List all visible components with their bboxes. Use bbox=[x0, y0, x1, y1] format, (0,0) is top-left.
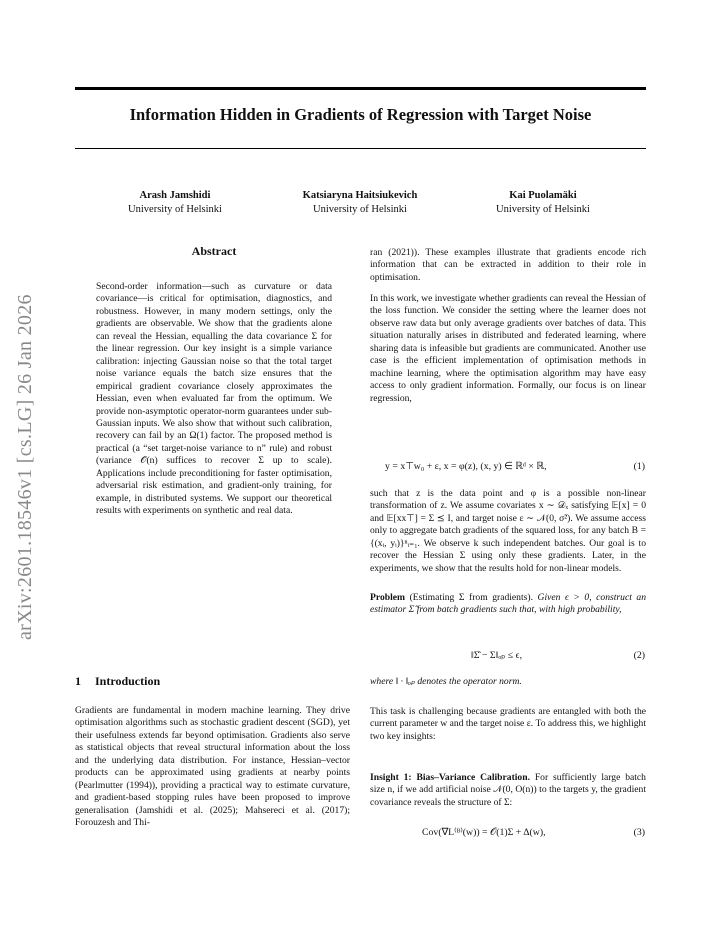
section-number: 1 bbox=[75, 674, 81, 688]
title-bottom-rule bbox=[75, 148, 646, 149]
paragraph: ran (2021)). These examples illustrate that gradients encode rich information that can be extracted in addition to their role in optimisation. bbox=[370, 247, 646, 283]
insight-1 bbox=[370, 772, 646, 809]
right-para-4 bbox=[370, 706, 646, 743]
problem-label: Problem bbox=[370, 592, 405, 603]
author-affiliation: University of Helsinki bbox=[313, 204, 407, 215]
equation-3-number: (3) bbox=[633, 827, 645, 838]
problem-statement bbox=[370, 592, 646, 617]
paragraph: In this work, we investigate whether gradients can reveal the Hessian of the loss function. We consider the setting where the learner does not observe raw data but only average gradients over batches of data. This situation naturally arises in distributed and federated learning, where sharing data is infeasible but gradients are communicated. Another use case is the efficient implementation of optimisation methods in machine learning, where the optimisation algorithm may have easy access to only gradient information. Formally, our focus is on linear regression, bbox=[370, 293, 646, 404]
intro-text: Gradients are fundamental in modern machine learning. They drive optimisation algorithms such as stochastic gradient descent (SGD), yet their usefulness extends far beyond optimisation. Gradients also serve as statistical objects that reveal structural information about the loss and the underlying data distribution. For instance, Hessian–vector products can be approximated using gradients at nearby points (Pearlmutter (1994)), providing a practical way to estimate curvature, and gradient-based stopping rules have been proposed to improve generalisation (Jamshidi et al. (2025); Mahsereci et al. (2017); Forouzesh and Thi- bbox=[75, 705, 350, 829]
equation-3: Cov(∇L⁽ᴮ⁾(w)) = 𝒪(1)Σ + Δ(w), bbox=[422, 827, 546, 838]
problem-paren: (Estimating Σ from gradients). bbox=[409, 592, 533, 603]
after-equation-2 bbox=[370, 676, 646, 688]
paper-title: Information Hidden in Gradients of Regression with Target Noise bbox=[129, 105, 592, 124]
author-name: Arash Jamshidi bbox=[139, 190, 211, 201]
author-affiliation: University of Helsinki bbox=[496, 204, 590, 215]
equation-2: ‖Σ̂ − Σ‖ₒₚ ≤ ϵ, bbox=[471, 650, 523, 661]
equation-1: y = x⊤w₀ + ε, x = φ(z), (x, y) ∈ ℝᵈ × ℝ, bbox=[385, 461, 547, 472]
right-para-3 bbox=[370, 488, 646, 575]
section-heading-introduction bbox=[75, 674, 160, 689]
abstract-text: Second-order information—such as curvature or data covariance—is critical for optimisation, diagnostics, and robustness. However, in many modern settings, only the gradients are observable. We show that the gradients alone can reveal the Hessian, equalling the data covariance Σ for the linear regression. Our key insight is a simple variance calibration: injecting Gaussian noise so that the total target noise variance equals the batch size ensures that the empirical gradient covariance closely approximates the Hessian, even when evaluated far from the optimum. We provide non-asymptotic operator-norm guarantees under sub-Gaussian inputs. We also show that without such calibration, recovery can fail by an Ω(1) factor. The proposed method is practical (a “set target-noise variance to n” rule) and robust (variance 𝒪(n) suffices to recover Σ up to scale). Applications include preconditioning for faster optimisation, adversarial risk estimation, and gradient-only training, for example, in distributed systems. We support our theoretical results with experiments on synthetic and real data. bbox=[96, 281, 332, 517]
author-3 bbox=[453, 189, 633, 217]
abstract-heading: Abstract bbox=[191, 244, 237, 258]
paragraph: such that z is the data point and φ is a possible non-linear transformation of z. We assume covariates x ∼ 𝒟ₓ satisfying 𝔼[x] = 0 and 𝔼[xx⊤] = Σ ⪯ I, and target noise ε ∼ 𝒩(0, σ̃²). We assume access only to aggregate batch gradients of the squared loss, for any batch B = {(xᵢ, yᵢ)}ⁿᵢ₌₁. We observe k such independent batches. Our goal is to recover the Hessian Σ using only these gradients. Later, in the experiments, we show that the results hold for non-linear models. bbox=[370, 488, 646, 574]
author-name: Katsiaryna Haitsiukevich bbox=[302, 190, 418, 201]
problem-text: Given ϵ > 0, construct an estimator Σ̂ from batch gradients such that, with high probability, bbox=[370, 592, 647, 616]
insight-label: Insight 1: Bias–Variance Calibration. bbox=[370, 772, 530, 783]
paragraph: This task is challenging because gradients are entangled with both the current parameter w and the target noise ε. To address this, we highlight two key insights: bbox=[370, 706, 646, 742]
right-para-2 bbox=[370, 293, 646, 405]
arxiv-side-stamp: arXiv:2601.18546v1 [cs.LG] 26 Jan 2026 bbox=[14, 294, 36, 640]
author-affiliation: University of Helsinki bbox=[128, 204, 222, 215]
abstract-body bbox=[96, 281, 332, 518]
equation-2-number: (2) bbox=[633, 650, 645, 661]
insight-text: For sufficiently large batch size n, if we add artificial noise 𝒩(0, O(n)) to the targets y, the gradient covariance reveals the structure of Σ: bbox=[370, 772, 646, 808]
author-2 bbox=[270, 189, 450, 217]
author-1 bbox=[85, 189, 265, 217]
intro-body bbox=[75, 705, 350, 830]
title-top-rule bbox=[75, 87, 646, 90]
equation-1-number: (1) bbox=[633, 461, 645, 472]
paragraph: where ‖ · ‖ₒₚ denotes the operator norm. bbox=[370, 676, 522, 687]
right-para-1 bbox=[370, 247, 646, 284]
section-title: Introduction bbox=[95, 674, 161, 688]
author-name: Kai Puolamäki bbox=[509, 190, 577, 201]
